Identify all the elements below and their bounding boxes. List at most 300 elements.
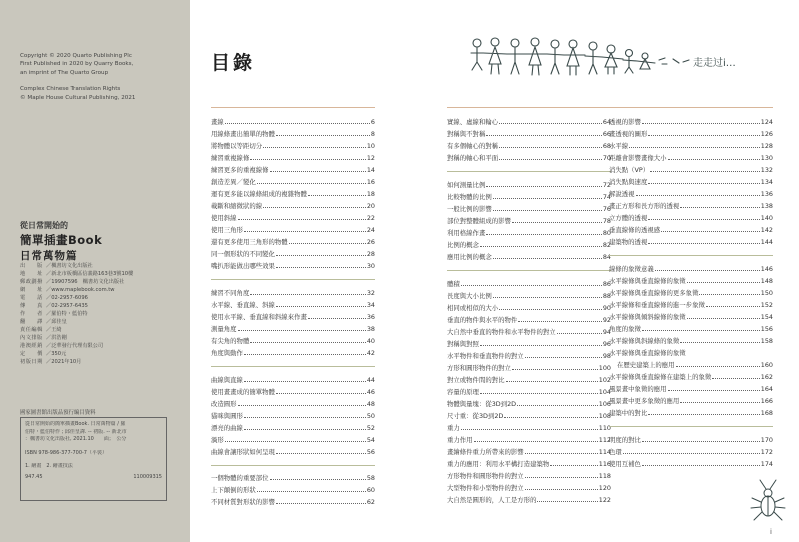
toc-entry-title: 畫線 — [211, 118, 224, 126]
toc-entry[interactable] — [609, 200, 773, 212]
toc-section — [211, 472, 375, 508]
toc-entry-page: 64 — [602, 118, 611, 126]
publisher-info-row — [20, 294, 185, 302]
toc-entry[interactable] — [609, 446, 773, 458]
toc-dot-leader — [504, 417, 597, 418]
toc-entry-page: 114 — [598, 447, 611, 456]
toc-entry-title: 垂直的物件與水平的物件 — [447, 315, 518, 324]
toc-entry-page: 98 — [602, 351, 611, 360]
toc-divider — [447, 270, 611, 271]
toc-dot-leader — [680, 207, 760, 208]
toc-section — [609, 263, 773, 419]
toc-entry[interactable] — [211, 472, 375, 484]
toc-entry[interactable] — [609, 407, 773, 419]
toc-entry[interactable] — [447, 338, 611, 350]
toc-entry-title: 部位對整體組成的影響 — [447, 216, 511, 225]
publisher-info-row — [20, 310, 185, 318]
toc-entry[interactable] — [447, 494, 611, 506]
toc-entry[interactable] — [609, 116, 773, 128]
copyright-line: © Maple House Cultural Publishing, 2021 — [20, 94, 136, 101]
toc-entry-page: 74 — [602, 192, 611, 201]
toc-entry-title: 畫透視的圖形 — [609, 130, 648, 138]
toc-entry[interactable] — [609, 323, 773, 335]
toc-dot-leader — [225, 123, 370, 124]
toc-entry-page: 94 — [602, 327, 611, 336]
toc-entry-title: 角度與動作 — [211, 348, 243, 357]
toc-entry-page: 162 — [760, 372, 773, 381]
publisher-info-label: 定 價 — [20, 351, 43, 357]
toc-dot-leader — [629, 147, 760, 148]
toc-dot-leader — [642, 330, 760, 331]
toc-entry-title: 如何測量比例 — [447, 180, 486, 189]
toc-divider — [447, 171, 611, 172]
toc-dot-leader — [668, 390, 760, 391]
toc-entry[interactable] — [211, 188, 375, 200]
toc-entry[interactable] — [447, 386, 611, 398]
toc-entry-title: 嘴扒形能做出哪些效果 — [211, 262, 275, 270]
toc-entry[interactable] — [447, 278, 611, 290]
toc-dot-leader — [525, 489, 598, 490]
publisher-info-label: 電 話 — [20, 295, 43, 301]
toc-entry[interactable] — [609, 335, 773, 347]
cip-line: 伯特・藍伯特作 ; 邱佳皇譯. -- 初版. -- 新北市 — [25, 428, 127, 435]
toc-entry[interactable] — [447, 482, 611, 494]
toc-divider — [609, 107, 773, 108]
publisher-info-value: ／2021年10月 — [46, 359, 82, 365]
toc-entry[interactable] — [447, 398, 611, 410]
toc-entry-page: 58 — [366, 474, 375, 483]
toc-entry-page: 10 — [366, 142, 375, 150]
toc-dot-leader — [250, 294, 366, 295]
toc-entry-title: 水平線條與傾斜線條的象徵 — [609, 312, 686, 321]
toc-dot-leader — [276, 135, 370, 136]
toc-entry-title: 色環 — [609, 447, 622, 456]
toc-entry[interactable] — [447, 239, 611, 251]
toc-entry[interactable] — [609, 359, 773, 371]
toc-entry[interactable] — [447, 290, 611, 302]
toc-dot-leader — [493, 210, 602, 211]
toc-entry-page: 54 — [366, 435, 375, 444]
toc-entry-title: 水平物件和垂直物件的對立 — [447, 351, 524, 360]
toc-entry-title: 水平線條與垂直線條的象徵 — [609, 348, 686, 357]
toc-dot-leader — [648, 414, 759, 415]
toc-entry[interactable] — [447, 410, 611, 422]
toc-dot-leader — [517, 405, 598, 406]
toc-dot-leader — [486, 135, 602, 136]
toc-entry[interactable] — [609, 152, 773, 164]
toc-entry-page: 92 — [602, 315, 611, 324]
toc-entry[interactable] — [447, 215, 611, 227]
toc-entry[interactable] — [609, 275, 773, 287]
toc-entry-page: 44 — [366, 375, 375, 384]
toc-entry-title: 物體與量塊：從3D到2D — [447, 399, 517, 408]
toc-entry[interactable] — [447, 152, 611, 164]
toc-entry[interactable] — [211, 140, 375, 152]
toc-dot-leader — [238, 405, 366, 406]
toc-entry[interactable] — [447, 203, 611, 215]
toc-entry-title: 水平線條與垂直線條的象徵 — [609, 276, 686, 285]
cip-line: ：楓書坊文化出版社, 2021.10 面； 公分 — [25, 436, 127, 442]
toc-dot-leader — [499, 159, 602, 160]
toc-entry[interactable] — [609, 395, 773, 407]
toc-dot-leader — [680, 402, 760, 403]
toc-entry[interactable] — [211, 116, 375, 128]
toc-divider — [609, 426, 773, 427]
toc-entry-page: 136 — [760, 190, 773, 198]
toc-entry-title: 大型物件和小型物件的對立 — [447, 483, 524, 492]
toc-entry-page: 172 — [760, 447, 773, 456]
toc-dot-leader — [244, 417, 366, 418]
toc-entry-title: 使用畫畫成的簡單物體 — [211, 387, 275, 396]
toc-entry[interactable] — [609, 164, 773, 176]
toc-section — [609, 116, 773, 248]
toc-entry-page: 16 — [366, 178, 375, 186]
publisher-info-value: ／泛華發行代理有限公司 — [46, 343, 104, 349]
toc-entry-page: 80 — [602, 228, 611, 237]
toc-entry-title: 使用三角形 — [211, 226, 243, 234]
toc-entry[interactable] — [211, 287, 375, 299]
toc-entry[interactable] — [609, 128, 773, 140]
toc-entry[interactable] — [211, 248, 375, 260]
toc-entry-page: 26 — [366, 238, 375, 246]
toc-entry[interactable] — [211, 236, 375, 248]
toc-entry[interactable] — [447, 458, 611, 470]
toc-dot-leader — [512, 369, 598, 370]
toc-entry[interactable] — [609, 458, 773, 470]
toc-entry-page: 68 — [602, 142, 611, 150]
toc-entry[interactable] — [447, 140, 611, 152]
toc-dot-leader — [706, 306, 760, 307]
toc-entry[interactable] — [447, 422, 611, 434]
toc-entry-page: 148 — [760, 276, 773, 285]
toc-entry[interactable] — [609, 287, 773, 299]
toc-dot-leader — [257, 183, 366, 184]
toc-entry-title: 使用水平線、垂直線和斜線來作畫 — [211, 312, 307, 321]
toc-dot-leader — [687, 282, 760, 283]
toc-entry[interactable] — [447, 374, 611, 386]
toc-dot-leader — [493, 297, 602, 298]
toc-entry-page: 138 — [760, 202, 773, 210]
toc-dot-leader — [648, 183, 759, 184]
publisher-info-row — [20, 326, 185, 334]
toc-dot-leader — [238, 330, 366, 331]
toc-entry-title: 消失點與速度 — [609, 178, 648, 186]
cip-subjects: 1. 繪畫 2. 繪畫技法 — [25, 463, 73, 469]
toc-entry-page: 140 — [760, 214, 773, 222]
publisher-info-value: ／羅伯特・藍伯特 — [46, 311, 88, 317]
toc-entry[interactable] — [211, 323, 375, 335]
toc-dot-leader — [499, 309, 602, 310]
toc-entry-title: 方形物件和圓形物件的對立 — [447, 471, 524, 480]
toc-entry[interactable] — [211, 311, 375, 323]
toc-entry-title: 畫繪條件重力所帶來的影響 — [447, 447, 524, 456]
publisher-info-label: 初版日期 — [20, 359, 43, 365]
cip-box — [20, 417, 167, 501]
toc-entry-page: 52 — [366, 423, 375, 432]
toc-entry-page: 120 — [598, 483, 611, 492]
toc-entry[interactable] — [609, 434, 773, 446]
toc-entry[interactable] — [609, 311, 773, 323]
toc-divider — [211, 465, 375, 466]
publisher-info-value: ／王綺 — [46, 327, 62, 333]
toc-entry[interactable] — [609, 176, 773, 188]
toc-entry[interactable] — [447, 314, 611, 326]
toc-entry[interactable] — [211, 484, 375, 496]
toc-entry-page: 168 — [760, 408, 773, 417]
toc-entry-title: 容量的原理 — [447, 387, 479, 396]
toc-entry-title: 長度與大小比例 — [447, 291, 492, 300]
toc-entry-title: 有多個軸心的對稱 — [447, 142, 499, 150]
toc-entry[interactable] — [447, 434, 611, 446]
toc-entry-page: 164 — [760, 384, 773, 393]
toc-dot-leader — [276, 306, 366, 307]
toc-entry-page: 24 — [366, 226, 375, 234]
toc-dot-leader — [276, 453, 366, 454]
toc-entry[interactable] — [211, 224, 375, 236]
cip-header: 國家圖書館出版品預行編目資料 — [20, 410, 96, 416]
toc-dot-leader — [276, 503, 366, 504]
toc-entry-title: 建築中的對比 — [609, 408, 648, 417]
toc-entry-page: 150 — [760, 288, 773, 297]
toc-entry[interactable] — [211, 152, 375, 164]
toc-entry[interactable] — [211, 446, 375, 458]
toc-dot-leader — [680, 342, 760, 343]
toc-entry[interactable] — [447, 362, 611, 374]
toc-entry-title: 使用互補色 — [609, 459, 641, 468]
toc-dot-leader — [648, 135, 759, 136]
toc-entry-title: 立方體的透視 — [609, 214, 648, 222]
publisher-info-label: 港澳經銷 — [20, 343, 43, 349]
toc-dot-leader — [525, 357, 602, 358]
copyright-block — [20, 52, 185, 102]
toc-entry-page: 90 — [602, 303, 611, 312]
toc-dot-leader — [623, 453, 760, 454]
book-title: 簡單插畫Book — [20, 233, 103, 247]
toc-entry[interactable] — [447, 227, 611, 239]
toc-dot-leader — [244, 231, 366, 232]
copyright-line: an imprint of The Quarto Group — [20, 69, 109, 76]
toc-entry-title: 對立或物件間的對比 — [447, 375, 505, 384]
toc-section — [211, 374, 375, 458]
toc-column-2 — [447, 107, 611, 513]
toc-entry-page: 32 — [366, 288, 375, 297]
toc-entry-page: 100 — [598, 363, 611, 372]
publisher-info-label: 內文排版 — [20, 335, 43, 341]
toc-entry[interactable] — [211, 164, 375, 176]
toc-entry-page: 116 — [598, 459, 611, 468]
toc-entry-page: 122 — [598, 495, 611, 504]
toc-entry-page: 156 — [760, 324, 773, 333]
toc-divider — [609, 255, 773, 256]
toc-dot-leader — [486, 186, 602, 187]
toc-dot-leader — [289, 243, 366, 244]
toc-entry[interactable] — [609, 212, 773, 224]
toc-dot-leader — [250, 159, 366, 160]
toc-entry-page: 108 — [598, 411, 611, 420]
toc-entry-page: 6 — [370, 118, 375, 126]
toc-entry[interactable] — [211, 374, 375, 386]
toc-dot-leader — [668, 159, 760, 160]
toc-entry-title: 使用斜線 — [211, 214, 237, 222]
toc-entry-title: 方形和圓形物件的對立 — [447, 363, 511, 372]
toc-entry-page: 28 — [366, 250, 375, 258]
toc-entry[interactable] — [211, 212, 375, 224]
toc-entry[interactable] — [609, 224, 773, 236]
toc-entry-page: 36 — [366, 312, 375, 321]
toc-entry-title: 創造差異／變化 — [211, 178, 256, 186]
toc-entry-title: 在歷史建築上的應用 — [617, 360, 675, 369]
toc-entry-page: 42 — [366, 348, 375, 357]
toc-entry-title: 練習不同角度 — [211, 288, 250, 297]
toc-entry-title: 還有更多使用三角形的物體 — [211, 238, 288, 246]
toc-dot-leader — [650, 171, 760, 172]
toc-dot-leader — [257, 491, 366, 492]
toc-entry[interactable] — [447, 302, 611, 314]
toc-entry-title: 建築物的透視 — [609, 238, 648, 246]
toc-entry-page: 144 — [760, 238, 773, 246]
toc-dot-leader — [648, 243, 759, 244]
publisher-info-row — [20, 350, 185, 358]
toc-entry-page: 62 — [366, 498, 375, 507]
toc-entry-page: 128 — [760, 142, 773, 150]
toc-dot-leader — [480, 246, 602, 247]
toc-entry-page: 96 — [602, 339, 611, 348]
toc-entry-title: 解說透視 — [609, 190, 635, 198]
toc-entry-page: 84 — [602, 252, 611, 261]
toc-dot-leader — [506, 381, 598, 382]
publisher-info-row — [20, 270, 185, 278]
toc-entry-page: 82 — [602, 240, 611, 249]
toc-entry[interactable] — [211, 434, 375, 446]
toc-entry-page: 8 — [370, 130, 375, 138]
beetle-illustration — [748, 476, 788, 524]
cip-isbn: ISBN 978-986-377-700-7（平裝） — [25, 449, 107, 456]
toc-entry[interactable] — [211, 299, 375, 311]
toc-entry-title: 不同材質對形狀的影響 — [211, 498, 275, 507]
toc-entry-title: 將物體以等距切分 — [211, 142, 263, 150]
toc-entry[interactable] — [211, 200, 375, 212]
toc-entry[interactable] — [609, 383, 773, 395]
toc-entry-title: 風景畫中象徵的應用 — [609, 384, 667, 393]
toc-entry-page: 18 — [366, 190, 375, 198]
toc-entry-title: 載斷和縮微狀的線 — [211, 202, 263, 210]
toc-entry[interactable] — [447, 116, 611, 128]
toc-entry-page: 106 — [598, 399, 611, 408]
toc-dot-leader — [238, 219, 366, 220]
publisher-info-row — [20, 286, 185, 294]
toc-entry[interactable] — [447, 326, 611, 338]
toc-entry-title: 重力 — [447, 423, 460, 432]
toc-column-1 — [211, 107, 375, 515]
cip-class-number: 947.45 — [25, 473, 43, 480]
toc-entry-title: 重力作用 — [447, 435, 473, 444]
toc-entry-page: 46 — [366, 387, 375, 396]
toc-dot-leader — [512, 222, 602, 223]
toc-entry[interactable] — [211, 410, 375, 422]
publisher-info-row — [20, 358, 185, 366]
toc-dot-leader — [461, 429, 598, 430]
toc-section — [211, 287, 375, 359]
toc-entry-title: 角度的象徵 — [609, 324, 641, 333]
toc-entry[interactable] — [609, 299, 773, 311]
toc-dot-leader — [250, 342, 366, 343]
toc-entry[interactable] — [609, 140, 773, 152]
toc-entry-page: 130 — [760, 154, 773, 162]
toc-entry-page: 50 — [366, 411, 375, 420]
toc-entry-title: 消失點（VP） — [609, 166, 650, 174]
toc-dot-leader — [550, 465, 598, 466]
toc-dot-leader — [525, 477, 598, 478]
toc-entry[interactable] — [211, 335, 375, 347]
toc-dot-leader — [537, 501, 597, 502]
cip-line: 從日常開始的簡單插畫Book. 日常萬物篇 / 羅 — [25, 421, 126, 427]
toc-entry-title: 漂亮的曲線 — [211, 423, 243, 432]
toc-entry[interactable] — [211, 128, 375, 140]
toc-dot-leader — [661, 231, 760, 232]
publisher-info-label: 作 者 — [20, 311, 43, 317]
toc-entry-title: 實線、虛線和輪心 — [447, 118, 499, 126]
toc-entry[interactable] — [447, 191, 611, 203]
toc-entry-title: 畫正方形和長方形的透視 — [609, 202, 680, 210]
toc-entry[interactable] — [447, 179, 611, 191]
toc-entry[interactable] — [447, 251, 611, 263]
toc-entry[interactable] — [609, 263, 773, 275]
toc-entry-page: 40 — [366, 336, 375, 345]
toc-entry-page: 134 — [760, 178, 773, 186]
publisher-info-value: ／350元 — [46, 351, 67, 357]
publisher-info-row — [20, 262, 185, 270]
toc-entry[interactable] — [447, 350, 611, 362]
toc-entry[interactable] — [211, 386, 375, 398]
toc-entry-page: 88 — [602, 291, 611, 300]
toc-entry-page: 60 — [366, 486, 375, 495]
toc-entry[interactable] — [211, 347, 375, 359]
publisher-info-label: 地 址 — [20, 271, 43, 277]
toc-entry-title: 運有更多能以線條組成的複雜物體 — [211, 190, 307, 198]
toc-entry-page: 76 — [602, 204, 611, 213]
toc-entry-title: 尺寸重：從3D到2D — [447, 411, 504, 420]
toc-entry-title: 用線條畫出簡單的物體 — [211, 130, 275, 138]
toc-dot-leader — [244, 354, 366, 355]
toc-entry[interactable] — [609, 236, 773, 248]
copyright-line: First Published in 2020 by Quarry Books, — [20, 61, 134, 68]
book-subtitle: 日常萬物篇 — [20, 250, 78, 262]
toc-entry[interactable] — [447, 128, 611, 140]
toc-entry-page: 154 — [760, 312, 773, 321]
left-page-panel — [0, 0, 190, 542]
toc-entry[interactable] — [447, 446, 611, 458]
toc-entry-title: 距離會影響畫像大小 — [609, 154, 667, 162]
toc-entry-page: 126 — [760, 130, 773, 138]
toc-entry-page: 146 — [760, 264, 773, 273]
toc-entry[interactable] — [211, 260, 375, 272]
toc-entry[interactable] — [211, 496, 375, 508]
toc-entry[interactable] — [447, 470, 611, 482]
toc-divider — [211, 366, 375, 367]
toc-dot-leader — [676, 366, 760, 367]
toc-dot-leader — [642, 465, 760, 466]
toc-entry[interactable] — [609, 371, 773, 383]
toc-entry[interactable] — [211, 422, 375, 434]
toc-entry[interactable] — [609, 188, 773, 200]
toc-entry[interactable] — [211, 398, 375, 410]
toc-entry-title: 水平線條與垂直線條在建築上的象徵 — [609, 372, 712, 381]
copyright-line: Complex Chinese Translation Rights — [20, 86, 121, 93]
toc-entry-page: 112 — [598, 435, 611, 444]
toc-entry[interactable] — [211, 176, 375, 188]
toc-entry-title: 對稱的軸心和平面 — [447, 154, 499, 162]
toc-entry[interactable] — [609, 347, 773, 359]
